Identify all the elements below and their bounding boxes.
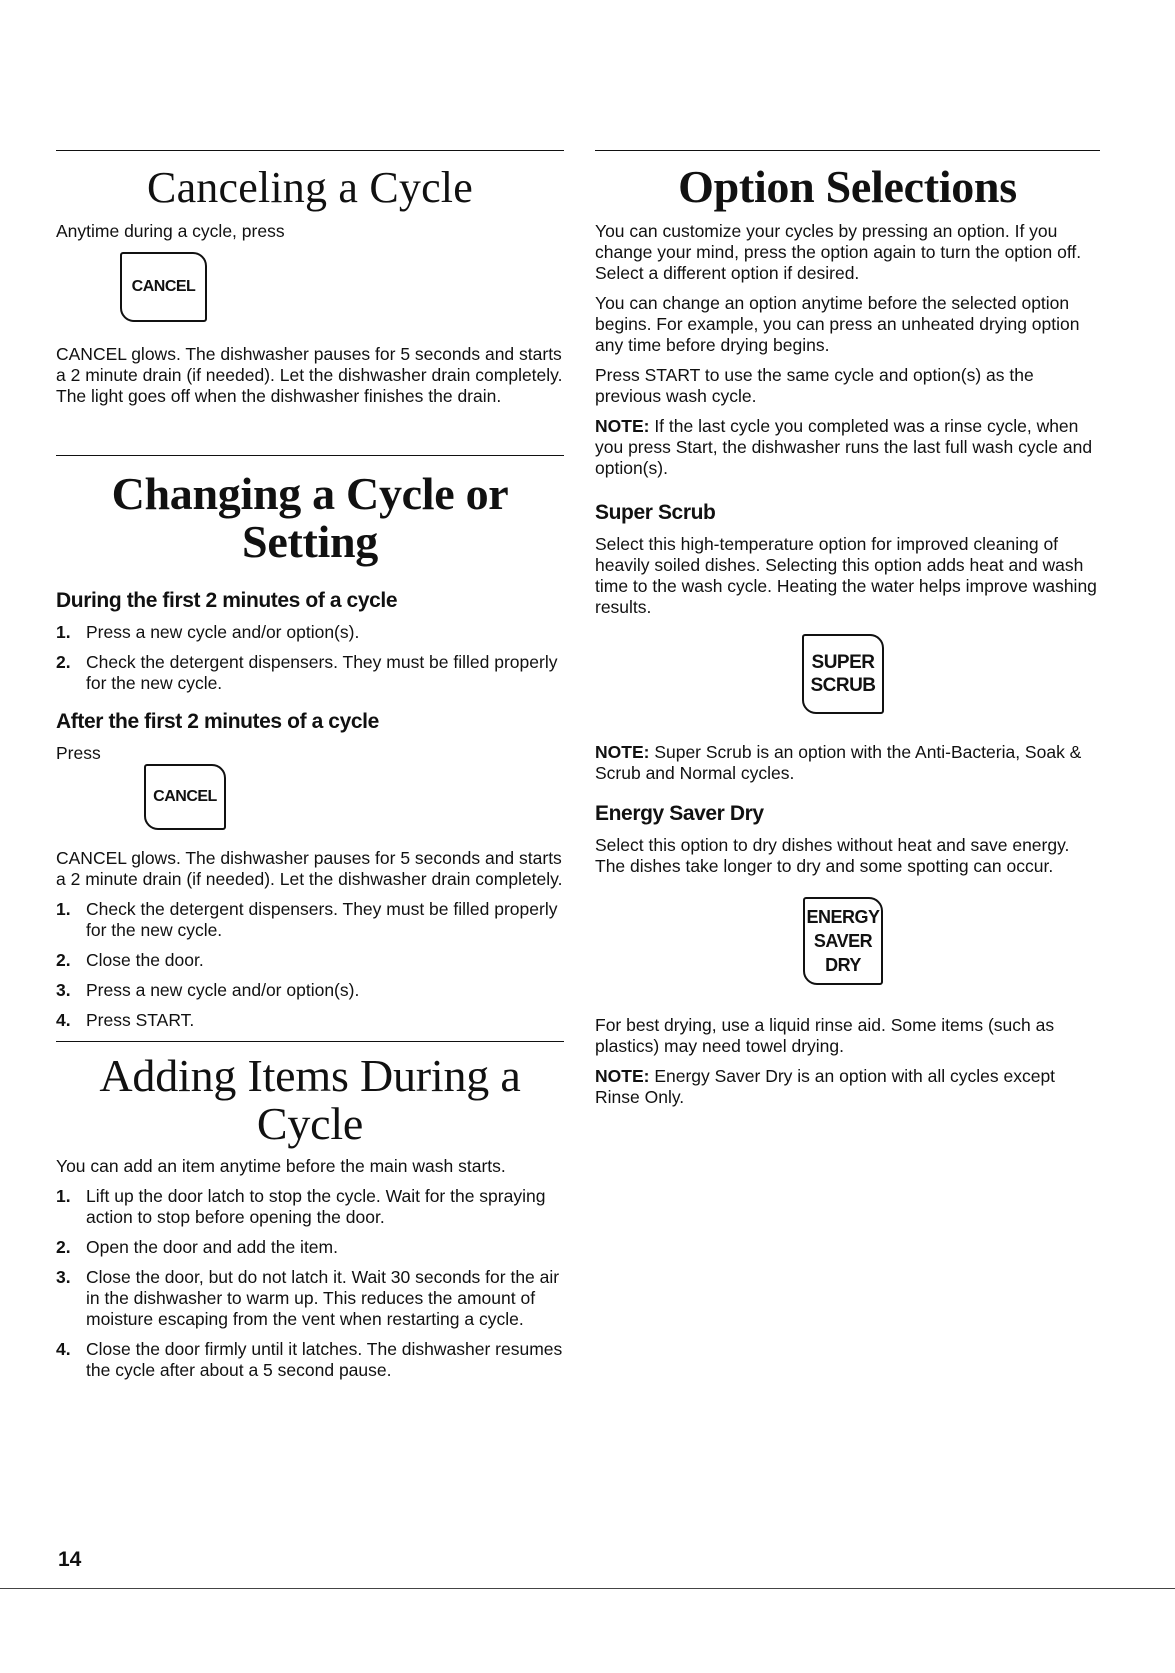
canceling-title: Canceling a Cycle (147, 163, 473, 212)
energy-saver-button-illustration (595, 897, 1100, 1001)
left-column (56, 150, 564, 1391)
page-number: 14 (58, 1548, 82, 1571)
super-scrub-body: Select this high-temperature option for improved cleaning of heavily soiled dishes. Selecting this option adds heat and wash time to the wash cycle. Heating the water helps improve washing results. (595, 534, 1097, 618)
super-scrub-key-icon: SUPER SCRUB (802, 634, 884, 714)
list-item: 4. Close the door firmly until it latches. The dishwasher resumes the cycle after about a 5 second pause. (56, 1339, 563, 1381)
list-item: 3. Press a new cycle and/or option(s). (56, 979, 360, 1000)
cancel-key-label: CANCEL (153, 787, 217, 805)
after-body: CANCEL glows. The dishwasher pauses for 5 seconds and starts a 2 minute drain (if needed). Let the dishwasher drain completely. (56, 847, 563, 889)
option-note1: NOTE: If the last cycle you completed was a rinse cycle, when you press Start, the dishwasher runs the last full wash cycle and option(s). (595, 416, 1093, 479)
list-item: 2. Close the door. (56, 949, 204, 970)
section-rule (595, 150, 1100, 151)
cancel-key-label: CANCEL (131, 278, 196, 296)
after-heading: After the first 2 minutes of a cycle (56, 709, 379, 733)
best-drying-text: For best drying, use a liquid rinse aid. Some items (such as plastics) may need towel drying. (595, 1015, 1055, 1057)
canceling-body: CANCEL glows. The dishwasher pauses for 5 seconds and starts a 2 minute drain (if needed). Let the dishwasher drain completely. The light goes off when the dishwasher finishes the drain. (56, 344, 563, 407)
energy-saver-key-icon: ENERGY SAVER DRY (803, 897, 883, 985)
canceling-intro: Anytime during a cycle, press (56, 221, 285, 242)
footer-rule (0, 1588, 1175, 1589)
super-scrub-button-illustration (595, 634, 1100, 728)
option-p3: Press START to use the same cycle and option(s) as the previous wash cycle. (595, 365, 1034, 407)
adding-title: Adding Items During a Cycle (99, 1049, 521, 1150)
option-selections-title: Option Selections (678, 161, 1017, 212)
list-item: 2. Open the door and add the item. (56, 1237, 338, 1258)
right-column (595, 150, 1100, 1117)
option-note2: NOTE: Super Scrub is an option with the Anti-Bacteria, Soak & Scrub and Normal cycles. (595, 742, 1082, 784)
list-item: 4. Press START. (56, 1009, 195, 1030)
list-item: 1. Press a new cycle and/or option(s). (56, 621, 360, 642)
list-item: 2. Check the detergent dispensers. They must be filled properly for the new cycle. (56, 651, 558, 693)
option-p2: You can change an option anytime before the selected option begins. For example, you can press an unheated drying option any time before drying begins. (595, 293, 1080, 356)
cancel-button-illustration (56, 252, 564, 330)
super-scrub-heading: Super Scrub (595, 501, 716, 525)
section-rule (56, 1041, 564, 1042)
cancel-button-illustration (56, 764, 564, 834)
energy-saver-body: Select this option to dry dishes without heat and save energy. The dishes take longer to dry and some spotting can occur. (595, 835, 1070, 877)
during-steps (56, 622, 564, 694)
section-rule (56, 455, 564, 456)
during-heading: During the first 2 minutes of a cycle (56, 588, 398, 612)
cancel-key-icon (120, 252, 207, 322)
after-intro: Press (56, 742, 101, 763)
adding-steps (56, 1186, 564, 1381)
list-item: 1. Lift up the door latch to stop the cycle. Wait for the spraying action to stop before opening the door. (56, 1186, 546, 1228)
section-rule (56, 150, 564, 151)
cancel-key-icon (144, 764, 226, 830)
option-p1: You can customize your cycles by pressing an option. If you change your mind, press the option again to turn the option off. Select a different option if desired. (595, 221, 1082, 284)
list-item: 3. Close the door, but do not latch it. Wait 30 seconds for the air in the dishwasher to warm up. This reduces the amount of moisture escaping from the vent when restarting a cycle. (56, 1267, 560, 1330)
adding-intro: You can add an item anytime before the main wash starts. (56, 1156, 506, 1177)
changing-title: Changing a Cycle or Setting (111, 468, 509, 568)
energy-saver-heading: Energy Saver Dry (595, 802, 764, 826)
list-item: 1. Check the detergent dispensers. They must be filled properly for the new cycle. (56, 898, 558, 940)
after-steps (56, 899, 564, 1031)
option-note3: NOTE: Energy Saver Dry is an option with all cycles except Rinse Only. (595, 1066, 1056, 1108)
